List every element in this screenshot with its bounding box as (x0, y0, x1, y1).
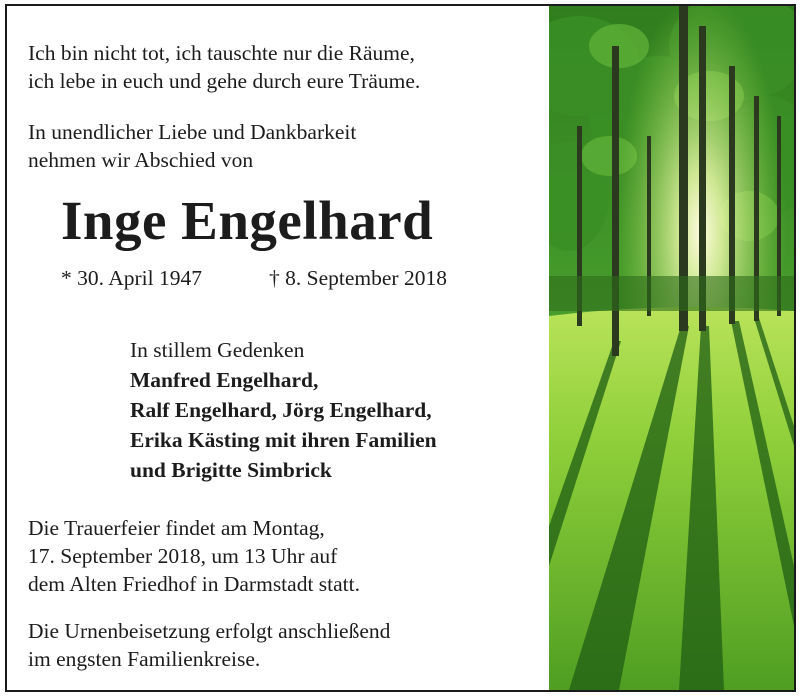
mourner-line: Ralf Engelhard, Jörg Engelhard, (130, 398, 432, 422)
death-date: † 8. September 2018 (269, 266, 447, 290)
funeral-line-1: Die Trauerfeier findet am Montag, (28, 516, 325, 540)
poem-line-2: ich lebe in euch und gehe durch eure Träume. (28, 69, 421, 93)
intro-line-2: nehmen wir Abschied von (28, 148, 254, 172)
forest-sunlight-photo (549, 6, 794, 690)
mourners-heading: In stillem Gedenken (130, 338, 305, 362)
mourner-line: und Brigitte Simbrick (130, 458, 332, 482)
mourner-line: Manfred Engelhard, (130, 368, 319, 392)
intro-line-1: In unendlicher Liebe und Dankbarkeit (28, 120, 357, 144)
forest-illustration (549, 6, 794, 690)
urn-line-2: im engsten Familienkreise. (28, 647, 261, 671)
birth-date: * 30. April 1947 (61, 266, 202, 290)
mourner-line: Erika Kästing mit ihren Familien (130, 428, 437, 452)
obituary-notice (5, 4, 796, 692)
text-column (7, 6, 548, 690)
funeral-line-2: 17. September 2018, um 13 Uhr auf (28, 544, 338, 568)
deceased-name: Inge Engelhard (61, 190, 434, 251)
funeral-line-3: dem Alten Friedhof in Darmstadt statt. (28, 572, 361, 596)
poem-line-1: Ich bin nicht tot, ich tauschte nur die Räume, (28, 41, 415, 65)
urn-line-1: Die Urnenbeisetzung erfolgt anschließend (28, 619, 391, 643)
